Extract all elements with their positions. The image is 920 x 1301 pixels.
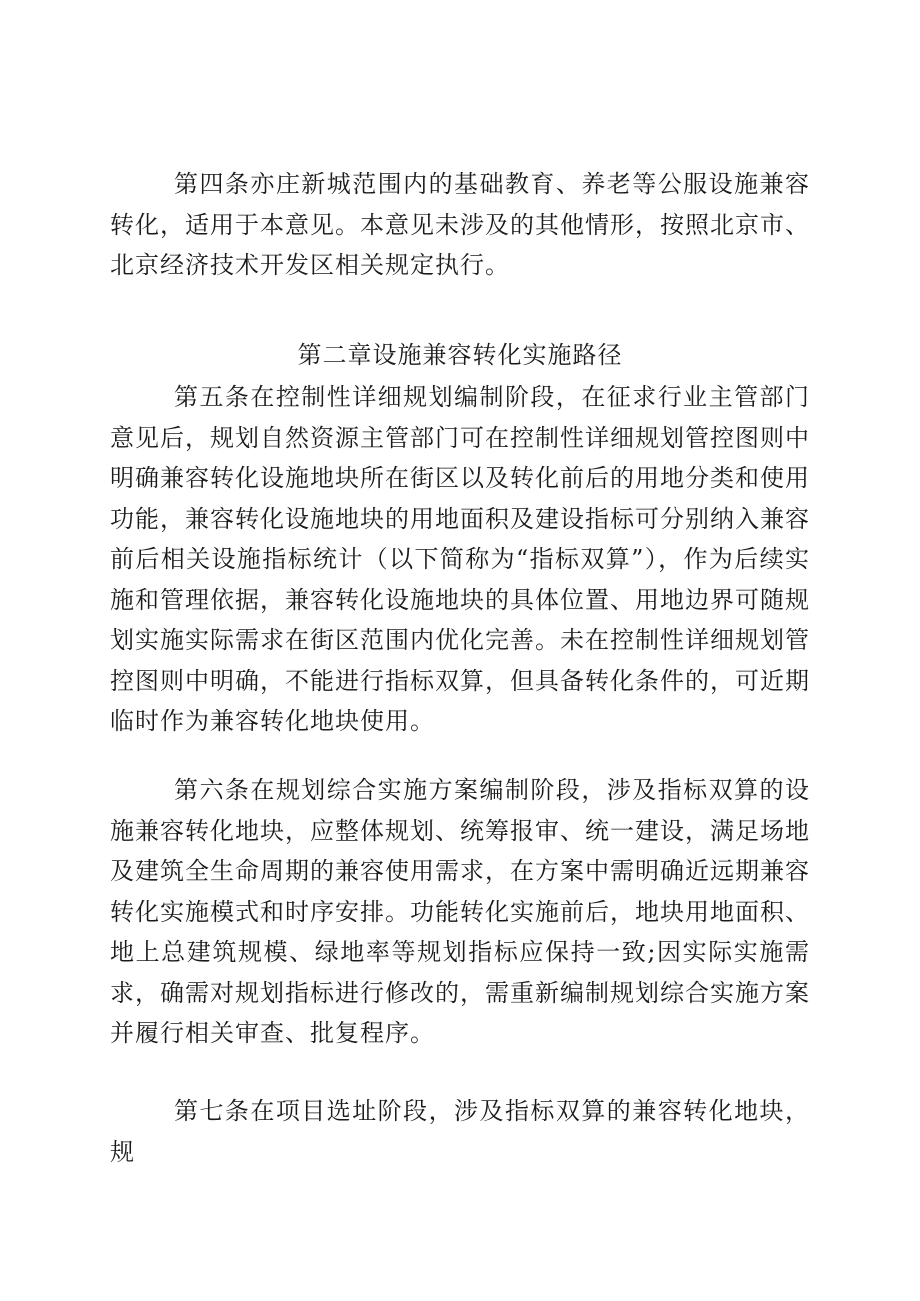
- article-7-paragraph: 第七条在项目选址阶段，涉及指标双算的兼容转化地块，规: [110, 1097, 810, 1166]
- article-5-paragraph: 第五条在控制性详细规划编制阶段，在征求行业主管部门意见后，规划自然资源主管部门可在控制性详细规划管控图则中明确兼容转化设施地块所在街区以及转化前后的用地分类和使用功能，兼容转化设施地块的用地面积及建设指标可分别纳入兼容前后相关设施指标统计（以下简称为“指标双算”），作为后续实施和管理依据，兼容转化设施地块的具体位置、用地边界可随规划实施实际需求在街区范围内优化完善。未在控制性详细规划管控图则中明确，不能进行指标双算，但具备转化条件的，可近期临时作为兼容转化地块使用。: [110, 383, 810, 735]
- article-4-paragraph: 第四条亦庄新城范围内的基础教育、养老等公服设施兼容转化，适用于本意见。本意见未涉及的其他情形，按照北京市、北京经济技术开发区相关规定执行。: [110, 170, 810, 279]
- chapter-2-heading: 第二章设施兼容转化实施路径: [297, 341, 623, 369]
- article-6-paragraph: 第六条在规划综合实施方案编制阶段，涉及指标双算的设施兼容转化地块，应整体规划、统筹报审、统一建设，满足场地及建筑全生命周期的兼容使用需求，在方案中需明确近远期兼容转化实施模式和时序安排。功能转化实施前后，地块用地面积、地上总建筑规模、绿地率等规划指标应保持一致;因实际实施需求，确需对规划指标进行修改的，需重新编制规划综合实施方案并履行相关审查、批复程序。: [110, 776, 810, 1047]
